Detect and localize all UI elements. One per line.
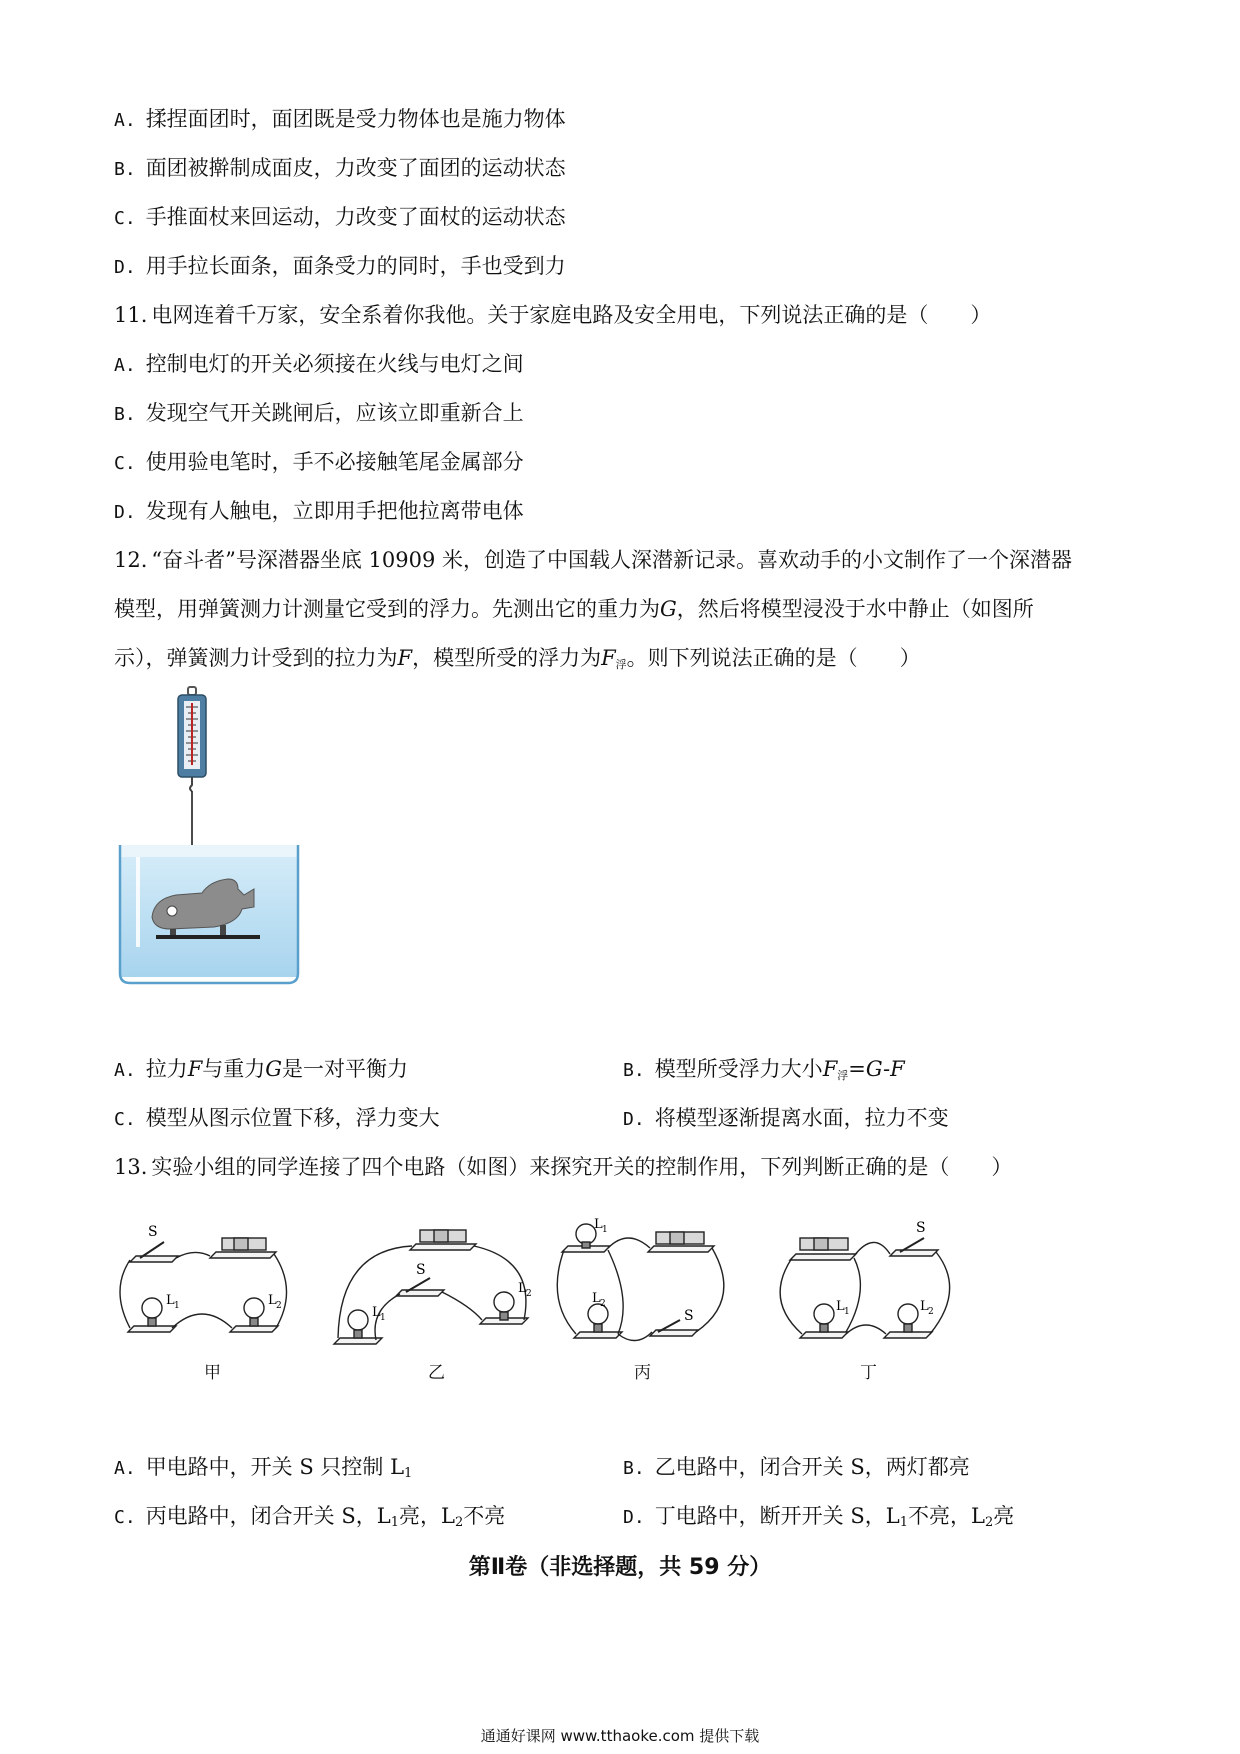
- circuit-bing-diagram: [552, 1217, 752, 1350]
- q11-option-a: [114, 349, 524, 381]
- lamp2-sub: 2: [600, 1299, 606, 1309]
- q13-option-a: [114, 1452, 412, 1489]
- equation: =G-F: [848, 1057, 905, 1081]
- figure-label-jia: 甲: [204, 1363, 221, 1383]
- symbol-g: G: [265, 1057, 283, 1081]
- question-text: ，然后将模型浸没于水中静止（如图所: [676, 597, 1034, 621]
- q12-option-a: [114, 1054, 408, 1086]
- option-letter: C.: [114, 208, 136, 229]
- question-text: 。则下列说法正确的是（ ）: [626, 646, 921, 670]
- option-letter: C.: [114, 453, 136, 474]
- lamp1-label: L: [836, 1299, 845, 1314]
- option-letter: B.: [114, 404, 136, 425]
- subscript: 1: [404, 1466, 413, 1481]
- option-text: 模型所受浮力大小: [654, 1057, 823, 1081]
- question-text: 实验小组的同学连接了四个电路（如图）来探究开关的控制作用，下列判断正确的是（ ）: [151, 1155, 1013, 1179]
- option-letter: C.: [114, 1109, 136, 1130]
- symbol-f-buoyancy: F: [601, 646, 616, 670]
- option-text: 乙电路中，闭合开关 S，两灯都亮: [654, 1455, 970, 1479]
- switch-label: S: [416, 1262, 426, 1278]
- figure-label-yi: 乙: [428, 1363, 445, 1383]
- option-text: 丙电路中，闭合开关 S，L: [145, 1504, 391, 1528]
- switch-label: S: [916, 1220, 926, 1236]
- lamp1-sub: 1: [602, 1225, 608, 1235]
- option-letter: B.: [623, 1060, 645, 1081]
- circuit-yi-diagram: [330, 1220, 540, 1350]
- lamp2-label: L: [920, 1299, 929, 1314]
- option-letter: C.: [114, 1507, 136, 1528]
- question-number: 12.: [114, 548, 148, 572]
- q11-stem: [114, 300, 991, 330]
- q10-option-d: [114, 251, 566, 283]
- question-text: 模型，用弹簧测力计测量它受到的浮力。先测出它的重力为: [114, 597, 660, 621]
- page-footer: 通通好课网 www.tthaoke.com 提供下载: [480, 1727, 760, 1745]
- option-text: 拉力: [145, 1057, 188, 1081]
- question-text: 示），弹簧测力计受到的拉力为: [114, 646, 398, 670]
- option-letter: D.: [623, 1109, 645, 1130]
- subscript: 2: [454, 1515, 464, 1530]
- lamp1-label: L: [166, 1293, 175, 1308]
- q12-stem-line3: [114, 643, 921, 680]
- q12-stem-line2: [114, 594, 1034, 624]
- lamp1-label: L: [372, 1305, 381, 1320]
- option-text: 不亮: [463, 1504, 506, 1528]
- question-number: 13.: [114, 1155, 148, 1179]
- lamp2-label: L: [592, 1291, 601, 1306]
- q12-option-b: [623, 1054, 905, 1091]
- option-text: 亮: [993, 1504, 1015, 1528]
- option-letter: D.: [114, 502, 136, 523]
- q10-option-b: [114, 153, 566, 185]
- symbol-f: F: [397, 646, 413, 670]
- subscript: 1: [899, 1515, 908, 1530]
- option-text: 与重力: [202, 1057, 266, 1081]
- q11-option-d: [114, 496, 524, 528]
- question-text: ，模型所受的浮力为: [412, 646, 602, 670]
- lamp2-sub: 2: [928, 1307, 934, 1317]
- option-letter: A.: [114, 1060, 136, 1081]
- option-text: 模型从图示位置下移，浮力变大: [145, 1106, 440, 1130]
- subscript: 1: [390, 1515, 399, 1530]
- option-letter: A.: [114, 355, 136, 376]
- subscript: 浮: [837, 1069, 849, 1082]
- lamp2-sub: 2: [276, 1301, 282, 1311]
- option-text: 面团被擀制成面皮，力改变了面团的运动状态: [145, 156, 566, 180]
- option-text: 发现有人触电，立即用手把他拉离带电体: [145, 499, 524, 523]
- symbol-f: F: [187, 1057, 203, 1081]
- lamp2-label: L: [268, 1293, 277, 1308]
- q13-option-c: [114, 1501, 505, 1538]
- switch-label: S: [684, 1308, 694, 1324]
- option-letter: B.: [623, 1458, 645, 1479]
- option-text: 是一对平衡力: [282, 1057, 409, 1081]
- option-text: 控制电灯的开关必须接在火线与电灯之间: [145, 352, 524, 376]
- subscript: 浮: [615, 658, 627, 671]
- question-text: “奋斗者”号深潜器坐底 10909 米，创造了中国载人深潜新记录。喜欢动手的小文制作了一个深潜器: [151, 548, 1073, 572]
- lamp1-label: L: [594, 1217, 603, 1232]
- option-text: 手推面杖来回运动，力改变了面杖的运动状态: [145, 205, 566, 229]
- q13-stem: [114, 1152, 1012, 1182]
- option-letter: D.: [623, 1507, 645, 1528]
- option-text: 发现空气开关跳闸后，应该立即重新合上: [145, 401, 524, 425]
- symbol-g: G: [660, 597, 677, 621]
- circuit-jia-diagram: [110, 1220, 320, 1350]
- lamp1-sub: 1: [380, 1313, 386, 1323]
- option-text: 亮，L: [398, 1504, 455, 1528]
- q12-option-c: [114, 1103, 440, 1135]
- question-text: 电网连着千万家，安全系着你我他。关于家庭电路及安全用电，下列说法正确的是（ ）: [151, 303, 992, 327]
- q12-stem-line1: [114, 545, 1072, 575]
- option-text: 使用验电笔时，手不必接触笔尾金属部分: [145, 450, 524, 474]
- option-text: 揉捏面团时，面团既是受力物体也是施力物体: [145, 107, 566, 131]
- q13-option-d: [623, 1501, 1014, 1538]
- q10-option-c: [114, 202, 566, 234]
- option-letter: D.: [114, 257, 136, 278]
- lamp2-label: L: [518, 1281, 527, 1296]
- option-letter: A.: [114, 110, 136, 131]
- q10-option-a: [114, 104, 566, 136]
- option-text: 甲电路中，开关 S 只控制 L: [145, 1455, 405, 1479]
- section-title: 第Ⅱ卷（非选择题，共 59 分）: [468, 1555, 772, 1580]
- q13-option-b: [623, 1452, 970, 1484]
- symbol-f: F: [822, 1057, 838, 1081]
- lamp1-sub: 1: [174, 1301, 180, 1311]
- lamp2-sub: 2: [526, 1289, 532, 1299]
- option-letter: A.: [114, 1458, 136, 1479]
- figure-label-ding: 丁: [860, 1363, 877, 1383]
- switch-label: S: [148, 1224, 158, 1240]
- q11-option-b: [114, 398, 524, 430]
- q12-option-d: [623, 1103, 949, 1135]
- option-letter: B.: [114, 159, 136, 180]
- option-text: 不亮，L: [907, 1504, 985, 1528]
- q11-option-c: [114, 447, 524, 479]
- spring-scale-icon: [178, 687, 206, 791]
- spring-scale-figure: [110, 685, 310, 1005]
- circuit-ding-diagram: [770, 1220, 970, 1350]
- question-number: 11.: [114, 303, 148, 327]
- subscript: 2: [984, 1515, 994, 1530]
- option-text: 用手拉长面条，面条受力的同时，手也受到力: [145, 254, 566, 278]
- figure-label-bing: 丙: [634, 1363, 651, 1383]
- option-text: 丁电路中，断开开关 S，L: [654, 1504, 900, 1528]
- lamp1-sub: 1: [844, 1307, 850, 1317]
- option-text: 将模型逐渐提离水面，拉力不变: [654, 1106, 949, 1130]
